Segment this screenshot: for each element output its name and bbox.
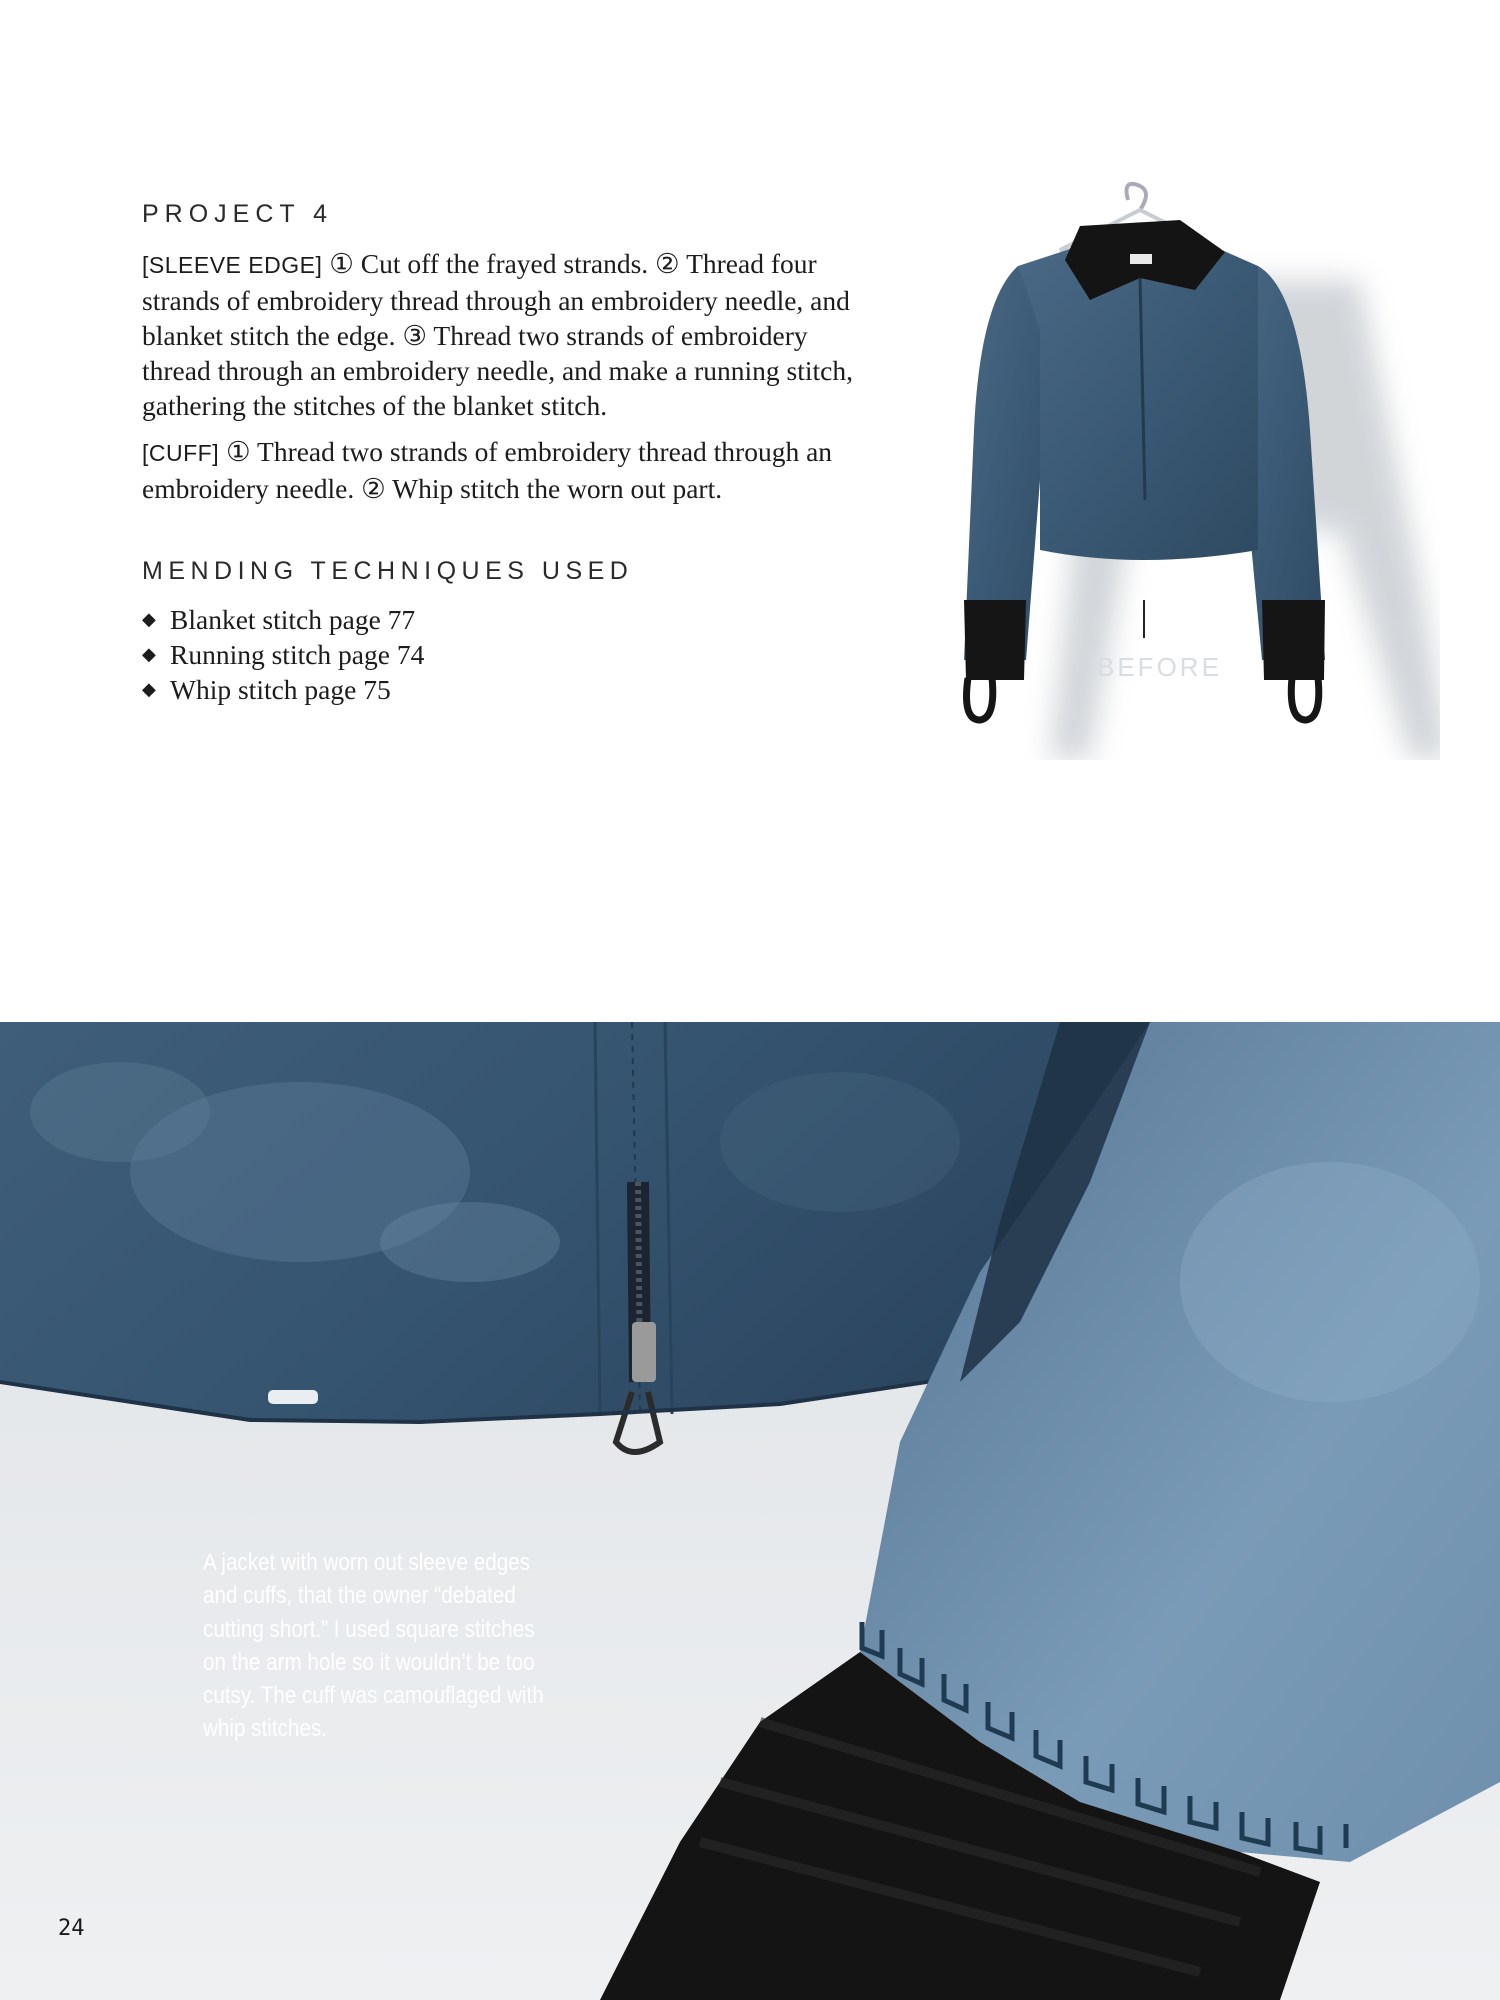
diamond-bullet-icon: ◆ — [142, 644, 156, 664]
diamond-bullet-icon: ◆ — [142, 609, 156, 629]
cuff-tag: [CUFF] — [142, 440, 220, 466]
list-item — [142, 672, 424, 707]
technique-label: Whip stitch page 75 — [170, 674, 391, 705]
sleeve-edge-instructions — [142, 246, 862, 423]
before-indicator-line — [1143, 600, 1145, 638]
techniques-list — [142, 602, 424, 707]
sleeve-edge-text: ① Cut off the frayed strands. ② Thread four strands of embroidery thread through an embroidery needle, and blanket stitch the edge. ③ Thread two strands of embroidery thread through an embroidery needle, and make a running stitch, gathering the stitches of the blanket stitch. — [142, 248, 853, 421]
cuff-text: ① Thread two strands of embroidery thread through an embroidery needle. ② Whip stitch the worn out part. — [142, 436, 833, 504]
page-number: 24 — [58, 1916, 85, 1941]
techniques-heading: MENDING TECHNIQUES USED — [142, 557, 634, 585]
technique-label: Running stitch page 74 — [170, 639, 425, 670]
project-label: PROJECT 4 — [142, 200, 334, 228]
photo-caption: A jacket with worn out sleeve edges and cuffs, that the owner “debated cutting short.” I used square stitches on the arm hole so it wouldn’t be too cutsy. The cuff was camouflaged with whip stitches. — [203, 1549, 544, 1743]
technique-label: Blanket stitch page 77 — [170, 604, 416, 635]
sleeve-edge-tag: [SLEEVE EDGE] — [142, 252, 323, 278]
cuff-instructions — [142, 434, 862, 506]
closeup-jacket-photo — [0, 1022, 1500, 2000]
list-item — [142, 637, 424, 672]
diamond-bullet-icon: ◆ — [142, 679, 156, 699]
list-item — [142, 602, 424, 637]
before-label: BEFORE — [1097, 652, 1222, 682]
